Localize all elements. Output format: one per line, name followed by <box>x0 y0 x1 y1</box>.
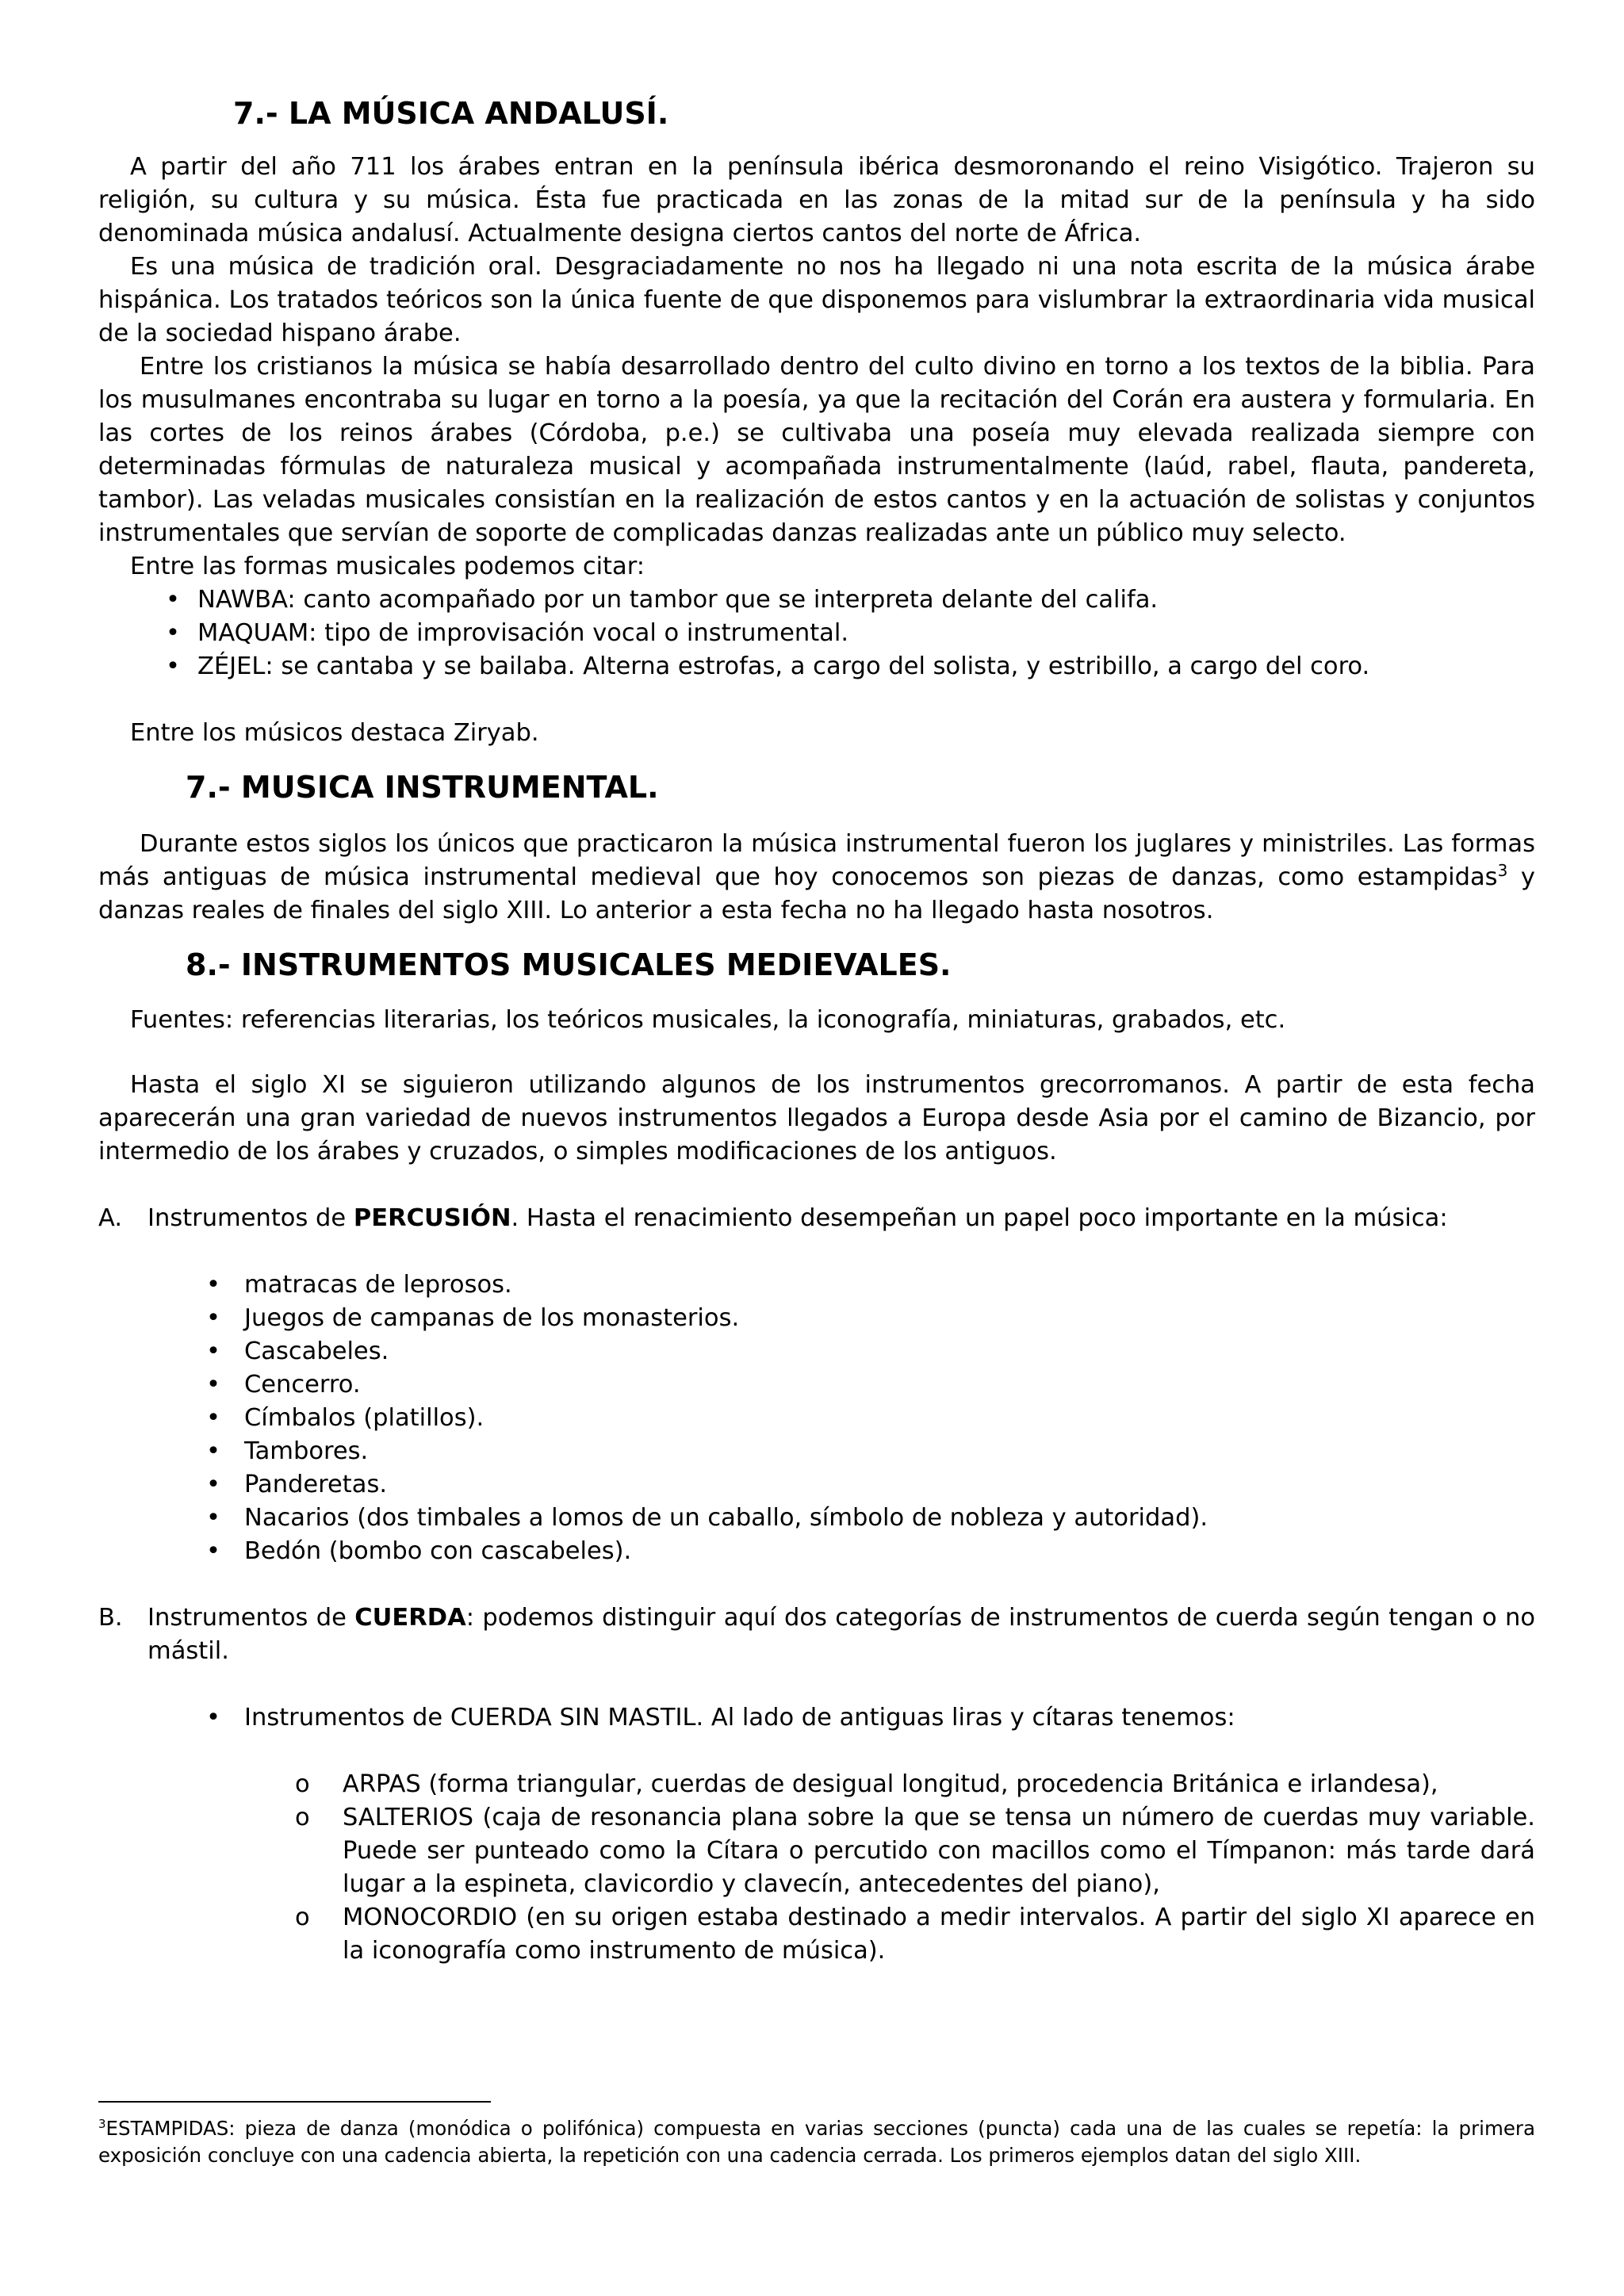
paragraph: Hasta el siglo XI se siguieron utilizando algunos de los instrumentos grecorromanos. A partir de esta fecha aparecerán una gran variedad de nuevos instrumentos llegados a Europa desde Asia por el camino de Bizancio, por intermedio de los árabes y cruzados, o simples modificaciones de los antiguos. <box>98 1071 1535 1165</box>
bullet-icon: • <box>206 1404 220 1432</box>
footnote-mark: 3 <box>98 2116 106 2131</box>
bullet-icon: • <box>166 652 180 680</box>
circle-bullet-icon: o <box>295 1770 310 1798</box>
bullet-icon: • <box>166 586 180 614</box>
bullet-icon: • <box>206 1304 220 1332</box>
footnote-reference[interactable]: 3 <box>1497 860 1508 880</box>
list-item: • Címbalos (platillos). <box>98 1402 1535 1435</box>
heading-instrumentos-medievales: 8.- INSTRUMENTOS MUSICALES MEDIEVALES. <box>186 947 952 982</box>
heading-musica-instrumental: 7.- MUSICA INSTRUMENTAL. <box>186 770 659 805</box>
category-strings: B. Instrumentos de CUERDA: podemos distinguir aquí dos categorías de instrumentos de cuerda según tengan o no mástil. <box>98 1601 1535 1668</box>
circle-bullet-icon: o <box>295 1904 310 1931</box>
bullet-icon: • <box>206 1271 220 1299</box>
list-item: • Bedón (bombo con cascabeles). <box>98 1535 1535 1568</box>
paragraph: Entre los músicos destaca Ziryab. <box>130 719 539 747</box>
list-letter: A. <box>98 1204 123 1232</box>
footnote: $^3$ESTAMPIDAS: pieza de danza (monódica o polifónica) compuesta en varias secciones (puncta) cada una de las cuales se repetía: la primera exposición concluye con una cadencia abierta, la repetición con una cadencia cerrada. Los primeros ejemplos datan del siglo XIII. <box>98 2116 1535 2167</box>
percussion-list <box>98 1269 1535 1568</box>
bullet-icon: • <box>206 1337 220 1365</box>
bullet-icon: • <box>206 1471 220 1498</box>
bullet-icon: • <box>206 1537 220 1565</box>
list-item: • MAQUAM: tipo de improvisación vocal o instrumental. <box>98 617 1535 650</box>
list-item: • Juegos de campanas de los monasterios. <box>98 1302 1535 1335</box>
list-item: • NAWBA: canto acompañado por un tambor que se interpreta delante del califa. <box>98 584 1535 617</box>
paragraph: Es una música de tradición oral. Desgraciadamente no nos ha llegado ni una nota escrita de la música árabe hispánica. Los tratados teóricos son la única fuente de que disponemos para vislumbrar la extraordinaria vida musical de la sociedad hispano árabe. <box>98 253 1535 347</box>
strings-list <box>98 1701 1535 1735</box>
musical-forms-list <box>98 584 1535 683</box>
bullet-icon: • <box>206 1704 220 1732</box>
page-content <box>98 94 1535 1968</box>
bullet-icon: • <box>206 1437 220 1465</box>
paragraph: Fuentes: referencias literarias, los teóricos musicales, la iconografía, miniaturas, grabados, etc. <box>130 1006 1286 1034</box>
list-item: o MONOCORDIO (en su origen estaba destinado a medir intervalos. A partir del siglo XI aparece en la iconografía como instrumento de música). <box>98 1901 1535 1968</box>
list-item: • Cencerro. <box>98 1368 1535 1402</box>
bullet-icon: • <box>166 619 180 647</box>
list-letter: B. <box>98 1604 123 1632</box>
list-item: • Tambores. <box>98 1435 1535 1468</box>
paragraph: Entre los cristianos la música se había desarrollado dentro del culto divino en torno a los textos de la biblia. Para los musulmanes encontraba su lugar en torno a la poesía, ya que la recitación del Corán era austera y formularia. En las cortes de los reinos árabes (Córdoba, p.e.) se cultivaba una poseía muy elevada realizada siempre con determinadas fórmulas de naturaleza musical y acompañada instrumentalmente (laúd, rabel, flauta, pandereta, tambor). Las veladas musicales consistían en la realización de estos cantos y en la actuación de solistas y conjuntos instrumentales que servían de soporte de complicadas danzas realizadas ante un público muy selecto. <box>98 353 1535 547</box>
list-item: • matracas de leprosos. <box>98 1269 1535 1302</box>
list-item: • Panderetas. <box>98 1468 1535 1502</box>
circle-bullet-icon: o <box>295 1804 310 1831</box>
paragraph: A partir del año 711 los árabes entran en la península ibérica desmoronando el reino Visigótico. Trajeron su religión, su cultura y su música. Ésta fue practicada en las zonas de la mitad sur de la península y ha sido denominada música andalusí. Actualmente designa ciertos cantos del norte de África. <box>98 153 1535 247</box>
paragraph: Entre las formas musicales podemos citar: <box>130 553 645 580</box>
paragraph: Durante estos siglos los únicos que practicaron la música instrumental fueron los juglares y ministriles. Las formas más antiguas de música instrumental medieval que hoy conocemos son piezas de danzas, como estampidas$^3$ y danzas reales de finales del siglo XIII. Lo anterior a esta fecha no ha llegado hasta nosotros. <box>98 830 1535 924</box>
list-item: o ARPAS (forma triangular, cuerdas de desigual longitud, procedencia Británica e irlandesa), <box>98 1768 1535 1801</box>
footnote-separator <box>98 2101 491 2103</box>
list-item: • Cascabeles. <box>98 1335 1535 1368</box>
bullet-icon: • <box>206 1371 220 1399</box>
list-item: • Instrumentos de CUERDA SIN MASTIL. Al lado de antiguas liras y cítaras tenemos: <box>98 1701 1535 1735</box>
list-item: o SALTERIOS (caja de resonancia plana sobre la que se tensa un número de cuerdas muy variable. Puede ser punteado como la Cítara o percutido con macillos como el Tímpanon: más tarde dará lugar a la espineta, clavicordio y clavecín, antecedentes del piano), <box>98 1801 1535 1901</box>
strings-sublist <box>98 1768 1535 1968</box>
list-item: • ZÉJEL: se cantaba y se bailaba. Alterna estrofas, a cargo del solista, y estribillo, a cargo del coro. <box>98 650 1535 683</box>
list-item: • Nacarios (dos timbales a lomos de un caballo, símbolo de nobleza y autoridad). <box>98 1502 1535 1535</box>
bullet-icon: • <box>206 1504 220 1532</box>
category-percussion: A. Instrumentos de PERCUSIÓN. Hasta el renacimiento desempeñan un papel poco importante en la música: <box>98 1202 1535 1235</box>
heading-musica-andalusi: 7.- LA MÚSICA ANDALUSÍ. <box>233 96 669 131</box>
